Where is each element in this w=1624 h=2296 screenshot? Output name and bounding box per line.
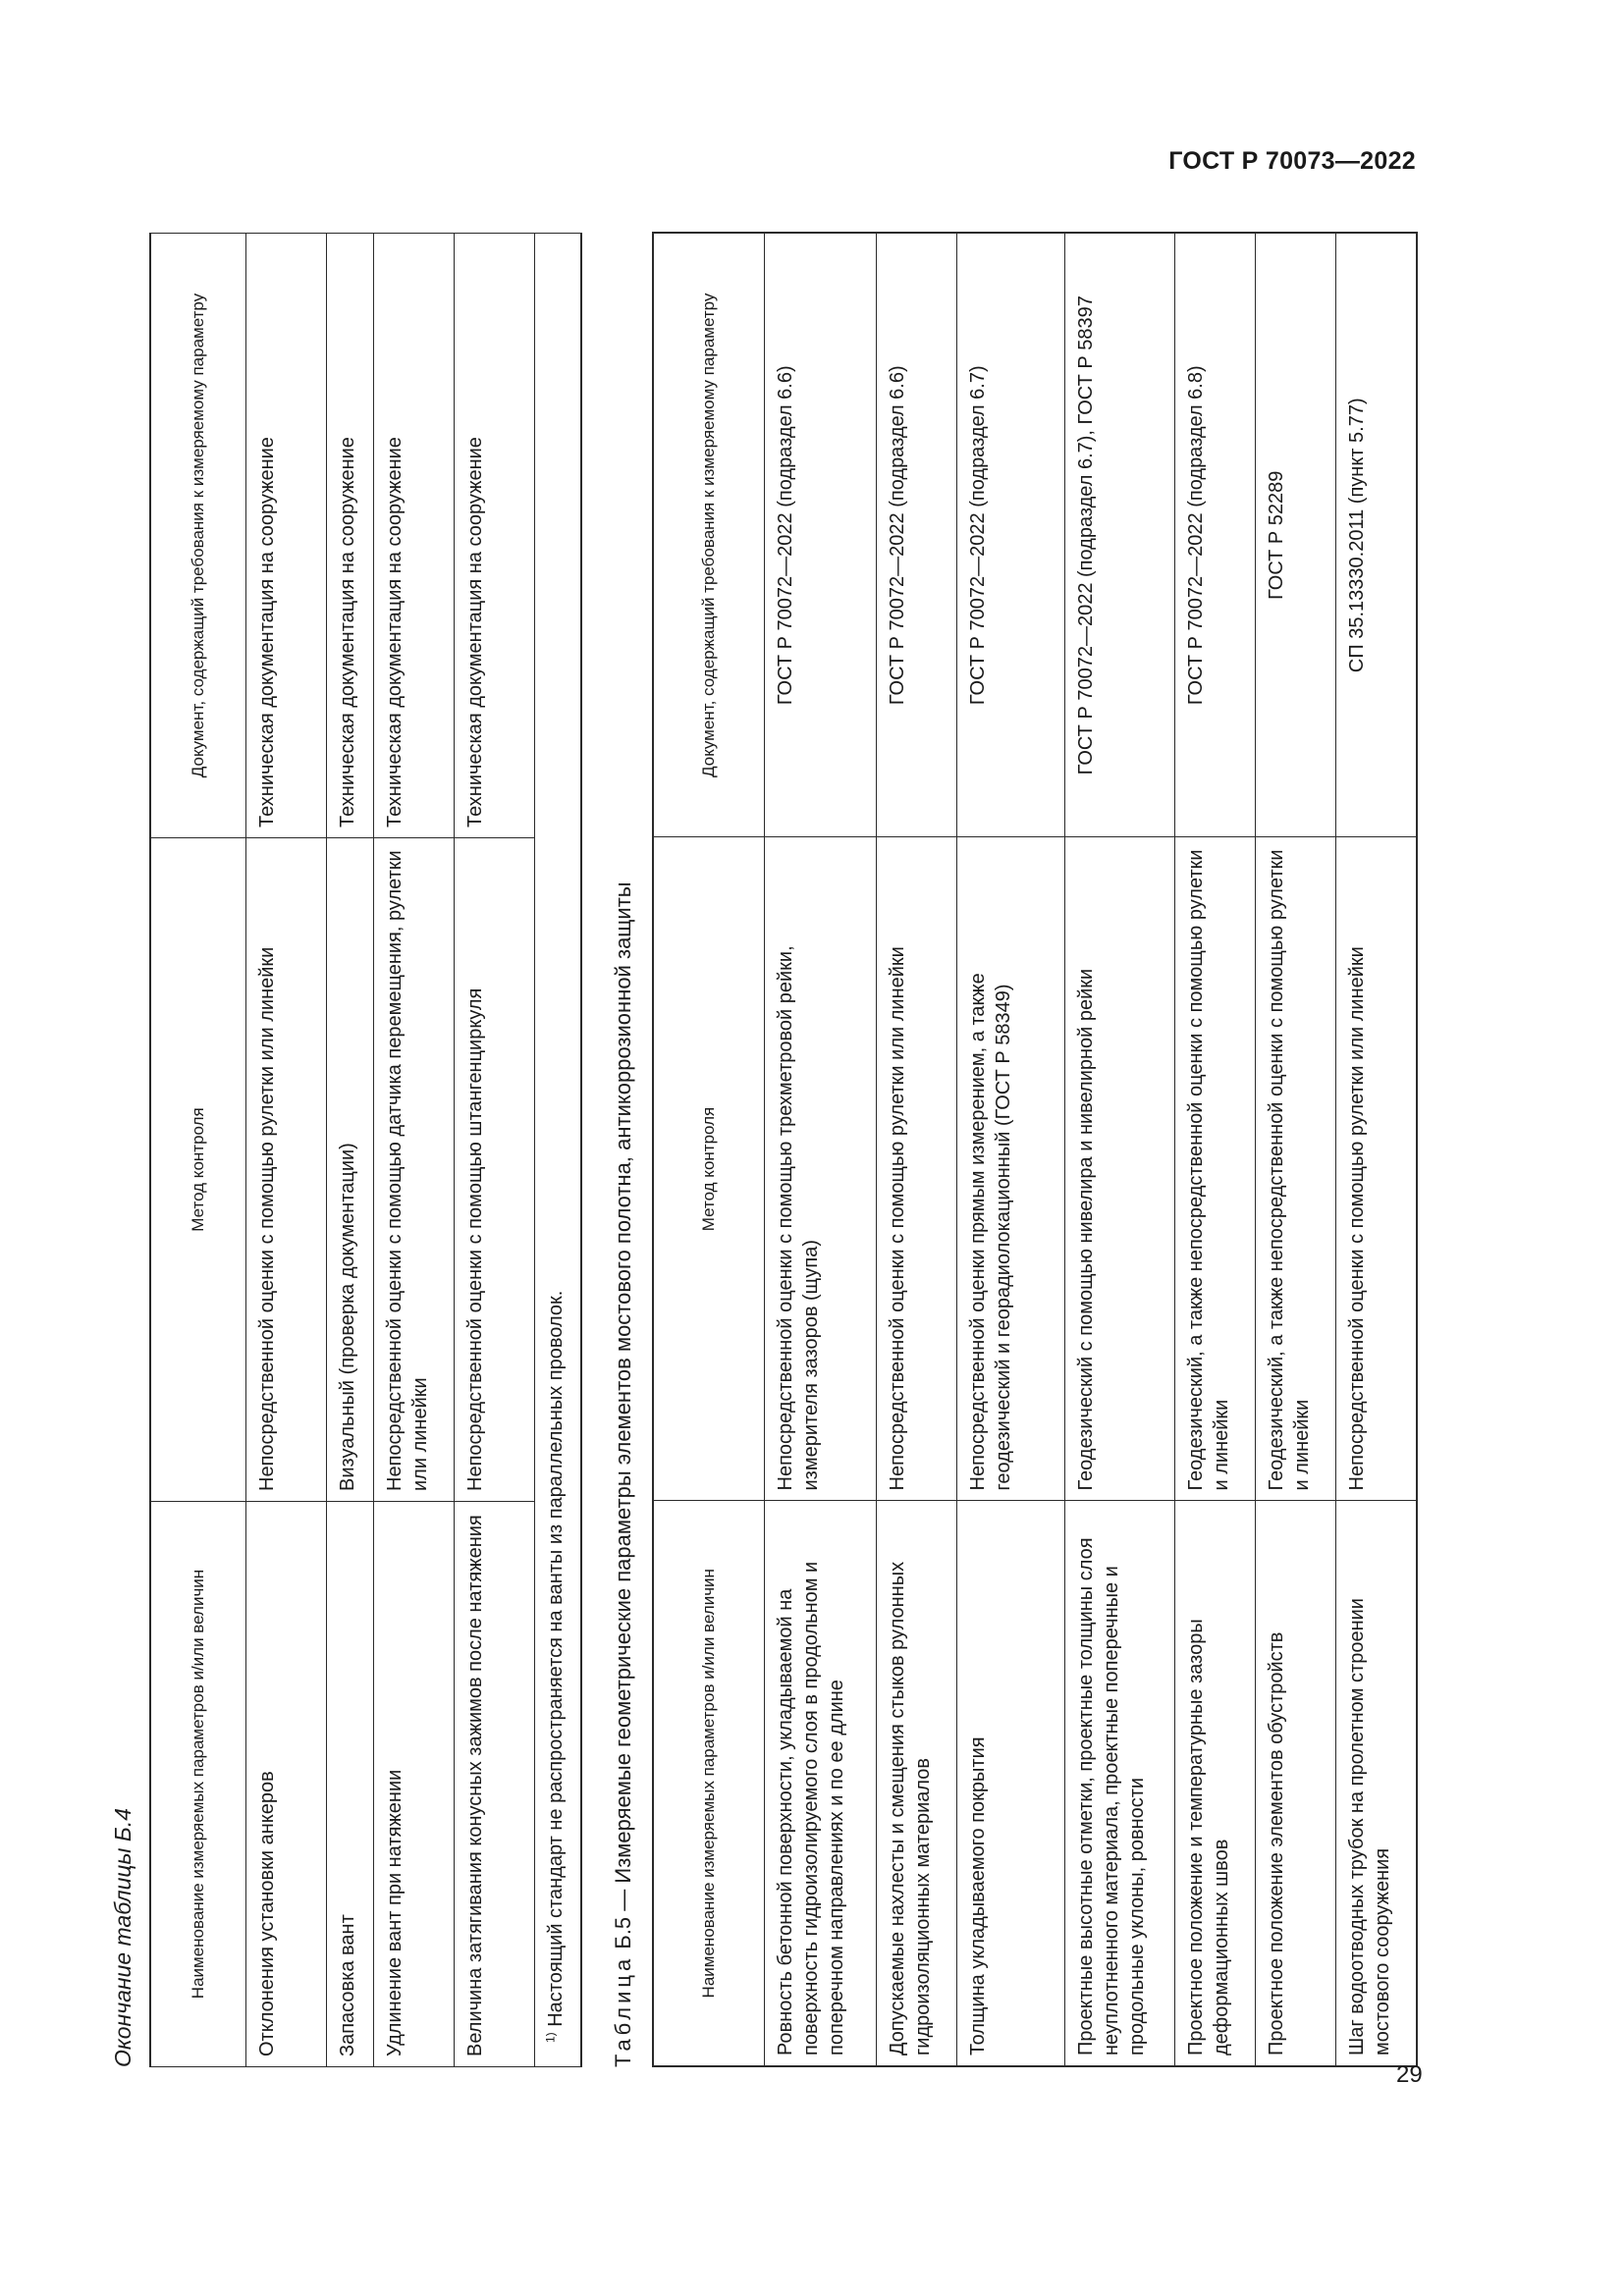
cell-param: Проектные высотные отметки, проектные толщины слоя неуплотненного материала, проектные поперечные и продольные уклоны, ровности [1065,1501,1175,2066]
cell-method: Непосредственной оценки с помощью рулетки или линейки [246,838,327,1502]
document-code: ГОСТ Р 70073—2022 [1168,147,1416,175]
cell-doc: ГОСТ Р 70072—2022 (подраздел 6.6) [765,233,877,837]
cell-param: Удлинение вант при натяжении [374,1502,455,2067]
column-header-doc: Документ, содержащий требования к измеряемому параметру [653,233,765,837]
cell-method: Непосредственной оценки с помощью рулетки или линейки [877,837,957,1501]
table-row [246,234,327,2067]
table-b5 [652,232,1418,2067]
column-header-param: Наименование измеряемых параметров и/или величин [653,1501,765,2066]
cell-doc: ГОСТ Р 52289 [1256,233,1336,837]
cell-method: Геодезический с помощью нивелира и нивелирной рейки [1065,837,1175,1501]
caption-prefix: Таблица [611,1954,635,2067]
table-row [1175,233,1256,2066]
table-row [957,233,1065,2066]
cell-doc: ГОСТ Р 70072—2022 (подраздел 6.7), ГОСТ Р 58397 [1065,233,1175,837]
cell-method: Визуальный (проверка документации) [327,838,374,1502]
table-b5-caption [611,881,636,2067]
table-b4 [149,233,582,2067]
table-row [765,233,877,2066]
cell-param: Величина затягивания конусных зажимов после натяжения [455,1502,535,2067]
cell-param: Проектное положение и температурные зазоры деформационных швов [1175,1501,1256,2066]
cell-method: Непосредственной оценки с помощью штангенциркуля [455,838,535,1502]
cell-doc: Техническая документация на сооружение [246,234,327,838]
footnote-text: Настоящий стандарт не распространяется на ванты из параллельных проволок. [545,1290,567,2027]
cell-param: Запасовка вант [327,1502,374,2067]
cell-method: Геодезический, а также непосредственной оценки с помощью рулетки и линейки [1256,837,1336,1501]
page-number: 29 [1396,2061,1423,2088]
column-header-method: Метод контроля [150,838,246,1502]
table-row [1336,233,1417,2066]
table-row [327,234,374,2067]
column-header-param: Наименование измеряемых параметров и/или величин [150,1502,246,2067]
cell-method: Непосредственной оценки с помощью датчика перемещения, рулетки или линейки [374,838,455,1502]
cell-param: Отклонения установки анкеров [246,1502,327,2067]
caption-title: Б.5 — Измеряемые геометрические параметры элементов мостового полотна, антикоррозионной защиты [611,881,635,1955]
cell-doc: СП 35.13330.2011 (пункт 5.77) [1336,233,1417,837]
rotated-content [110,222,1393,2067]
footnote-mark: 1) [543,2032,558,2043]
cell-doc: Техническая документация на сооружение [327,234,374,838]
cell-method: Непосредственной оценки прямым измерением, а также геодезический и георадиолокационный (ГОСТ Р 58349) [957,837,1065,1501]
table-b4-continuation-label: Окончание таблицы Б.4 [110,1807,135,2067]
cell-param: Проектное положение элементов обустройств [1256,1501,1336,2066]
cell-doc: Техническая документация на сооружение [374,234,455,838]
cell-doc: Техническая документация на сооружение [455,234,535,838]
table-header-row [653,233,765,2066]
column-header-method: Метод контроля [653,837,765,1501]
cell-param: Шаг водоотводных трубок на пролетном строении мостового сооружения [1336,1501,1417,2066]
table-row [455,234,535,2067]
footnote [535,234,582,2067]
cell-method: Геодезический, а также непосредственной оценки с помощью рулетки и линейки [1175,837,1256,1501]
column-header-doc: Документ, содержащий требования к измеряемому параметру [150,234,246,838]
cell-param: Толщина укладываемого покрытия [957,1501,1065,2066]
cell-doc: ГОСТ Р 70072—2022 (подраздел 6.8) [1175,233,1256,837]
cell-doc: ГОСТ Р 70072—2022 (подраздел 6.6) [877,233,957,837]
table-footnote-row [535,234,582,2067]
cell-method: Непосредственной оценки с помощью трехметровой рейки, измерителя зазоров (щупа) [765,837,877,1501]
cell-param: Ровность бетонной поверхности, укладываемой на поверхность гидроизолируемого слоя в продольном и поперечном направлениях и по ее длине [765,1501,877,2066]
table-row [1256,233,1336,2066]
table-row [374,234,455,2067]
cell-doc: ГОСТ Р 70072—2022 (подраздел 6.7) [957,233,1065,837]
table-row [1065,233,1175,2066]
table-row [877,233,957,2066]
cell-method: Непосредственной оценки с помощью рулетки или линейки [1336,837,1417,1501]
cell-param: Допускаемые нахлесты и смещения стыков рулонных гидроизоляционных материалов [877,1501,957,2066]
table-header-row [150,234,246,2067]
